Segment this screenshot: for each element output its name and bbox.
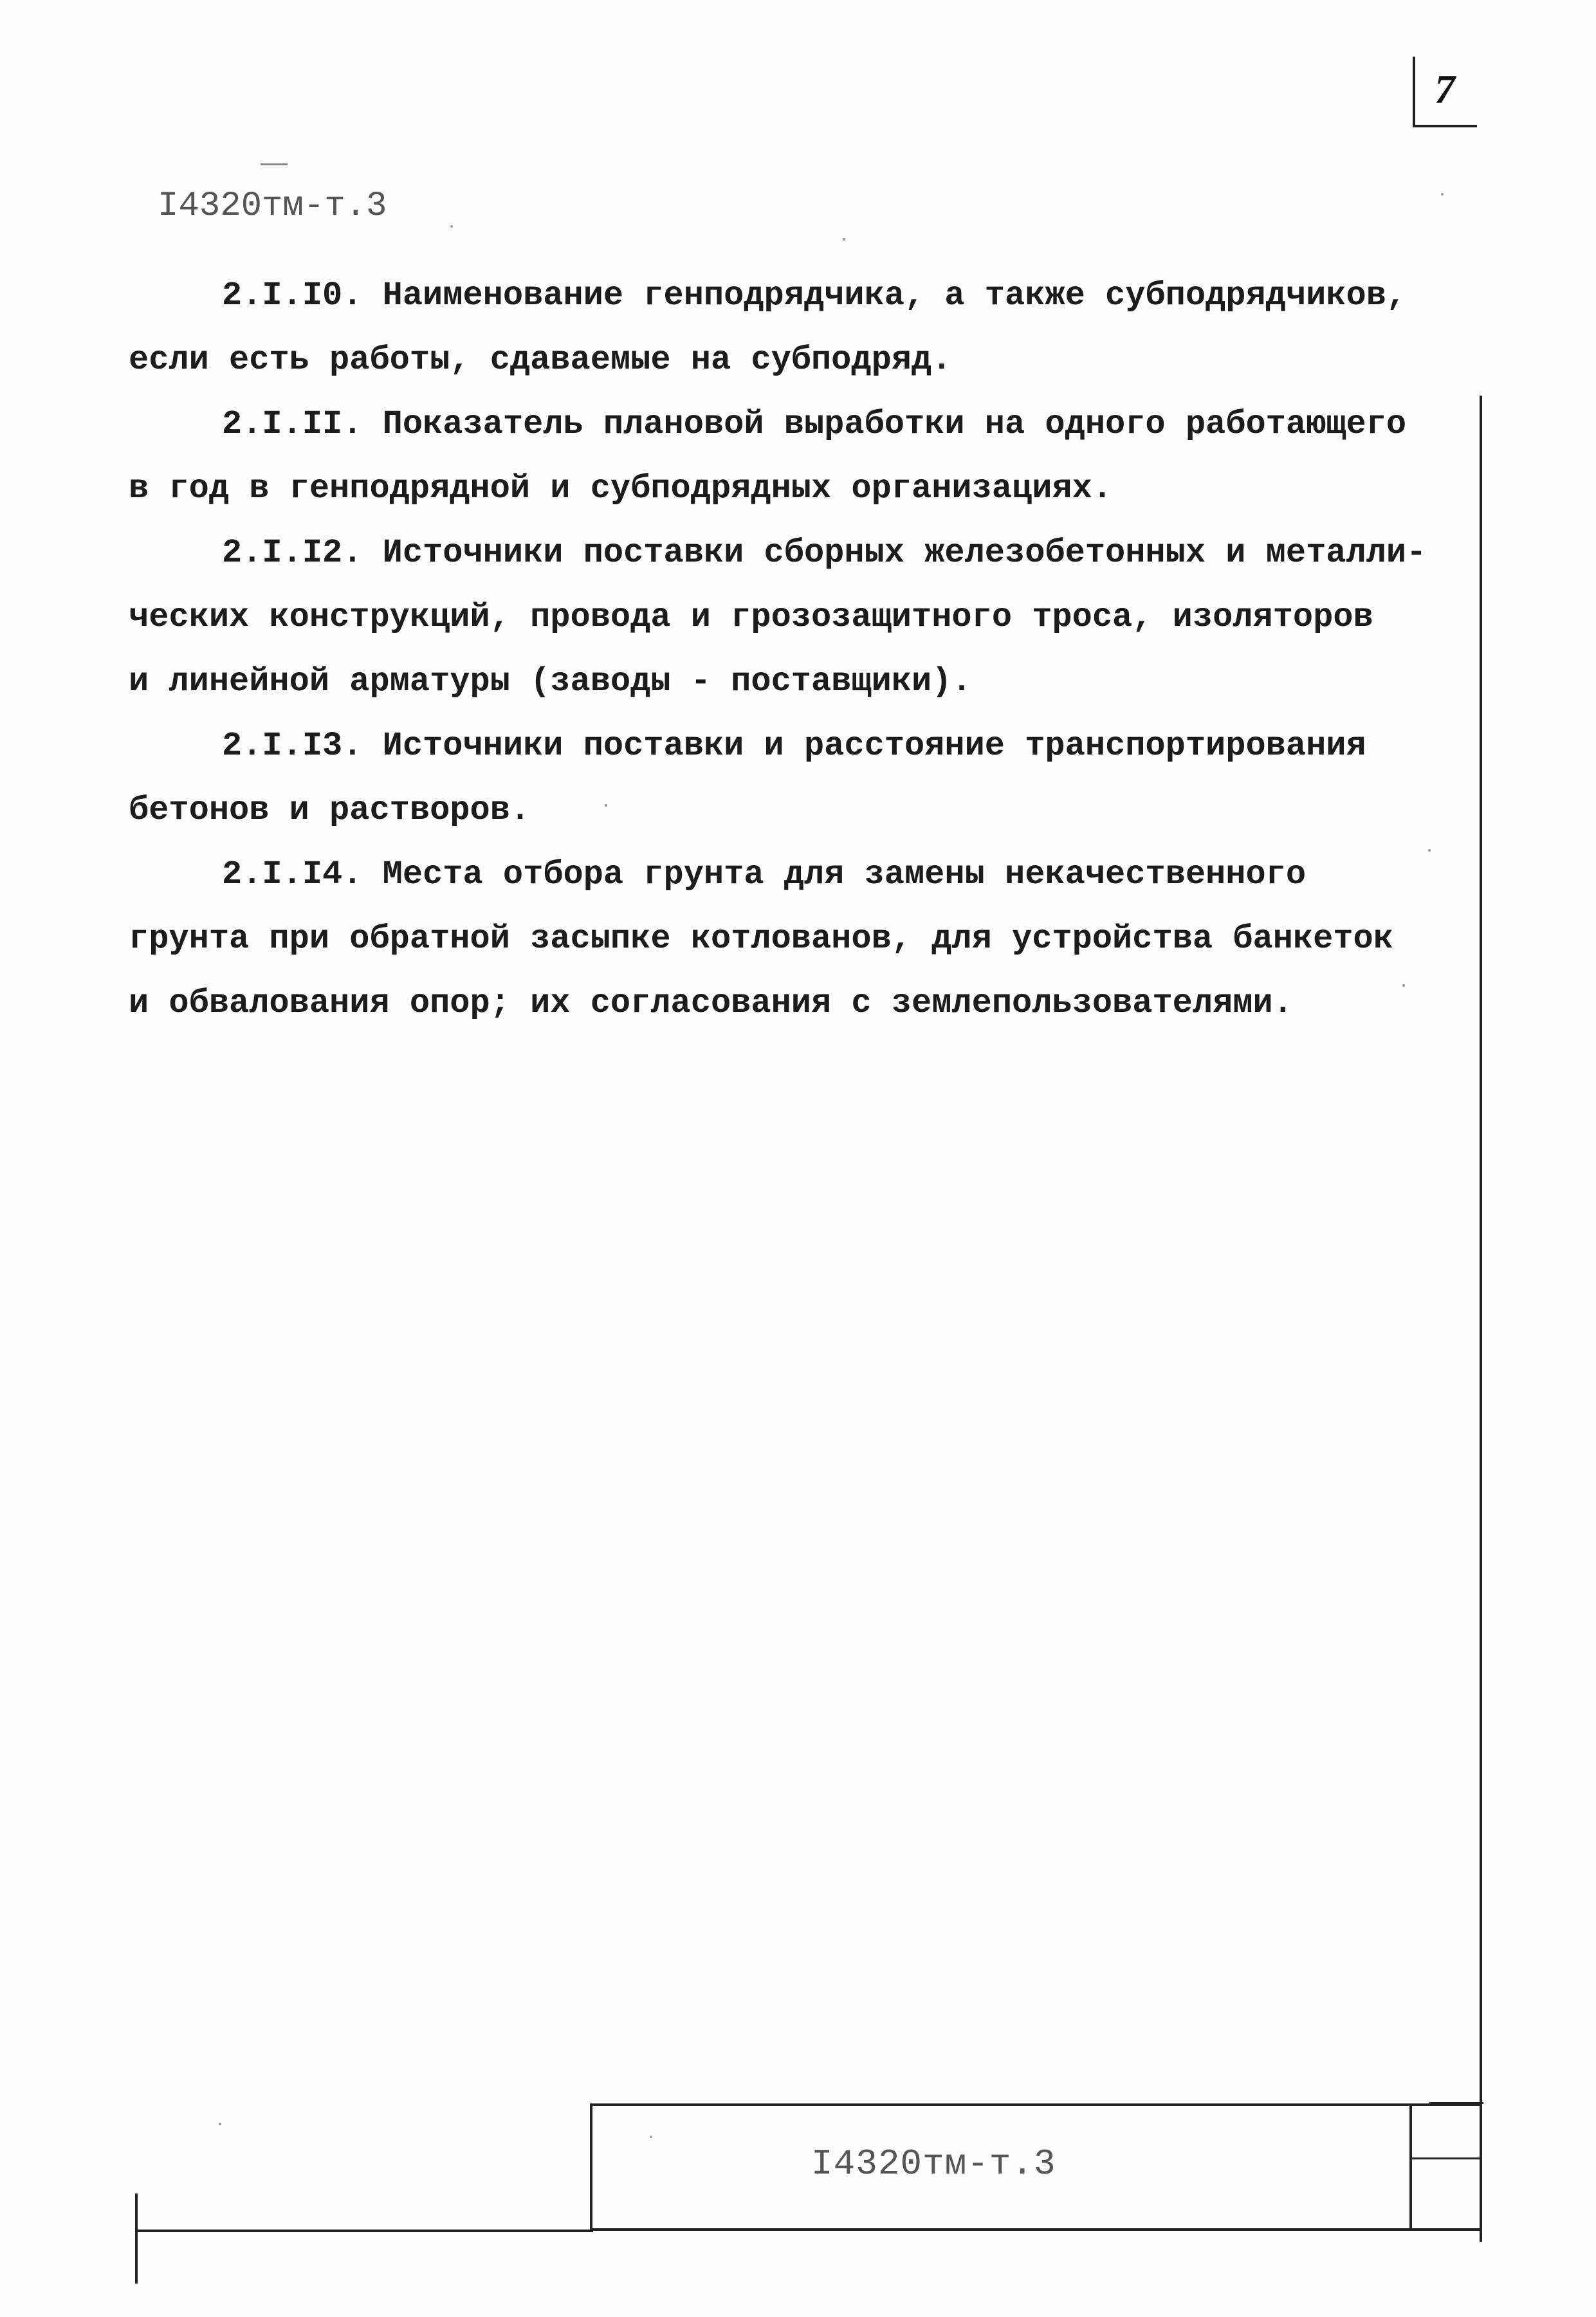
paragraph-line: если есть работы, сдаваемые на субподряд.: [129, 341, 952, 379]
paragraph-line: в год в генподрядной и субподрядных организациях.: [129, 470, 1113, 508]
header-code-text: I4320тм-т.3: [158, 187, 387, 226]
paragraph-2-1-10: [129, 264, 1467, 392]
paragraph-line: 2.I.I2. Источники поставки сборных железобетонных и металли-: [222, 534, 1427, 572]
paragraph-line: 2.I.I4. Места отбора грунта для замены некачественного: [222, 856, 1307, 893]
title-block: [590, 2103, 1482, 2231]
paragraph-line: и линейной арматуры (заводы - поставщики).: [129, 663, 972, 701]
page-number-box: [1413, 57, 1477, 127]
scan-speck: [1428, 849, 1431, 852]
frame-right-border: [1480, 396, 1482, 2242]
frame-bottom-border: [135, 2230, 593, 2232]
header-code-mark: [261, 163, 288, 165]
scan-speck: [450, 225, 453, 228]
paragraph-line: и обвалования опор; их согласования с землепользователями.: [129, 984, 1293, 1022]
scan-speck: [1402, 984, 1405, 987]
title-block-divider: [1409, 2106, 1412, 2228]
page-number: 7: [1435, 66, 1455, 112]
scan-speck: [605, 804, 607, 807]
header-document-code: [158, 187, 387, 226]
paragraph-line: бетонов и растворов.: [129, 791, 531, 829]
paragraph-2-1-11: [129, 392, 1467, 521]
paragraph-line: грунта при обратной засыпке котлованов, для устройства банкеток: [129, 920, 1393, 958]
scan-speck: [843, 238, 845, 241]
paragraph-2-1-14: [129, 843, 1467, 1036]
scan-speck: [650, 2136, 652, 2138]
scan-speck: [1441, 193, 1444, 196]
paragraph-2-1-12: [129, 521, 1467, 714]
scan-speck: [219, 2123, 221, 2125]
body-text: [129, 264, 1467, 1036]
paragraph-line: 2.I.II. Показатель плановой выработки на одного работающего: [222, 405, 1407, 443]
title-block-cell-line: [1409, 2157, 1482, 2159]
paragraph-line: ческих конструкций, провода и грозозащитного троса, изоляторов: [129, 598, 1373, 636]
paragraph-line: 2.I.I3. Источники поставки и расстояние транспортирования: [222, 727, 1366, 765]
paragraph-line: 2.I.I0. Наименование генподрядчика, а также субподрядчиков,: [222, 277, 1407, 315]
frame-left-tick: [135, 2193, 138, 2284]
title-block-code: I4320тм-т.3: [811, 2143, 1056, 2184]
paragraph-2-1-13: [129, 714, 1467, 843]
